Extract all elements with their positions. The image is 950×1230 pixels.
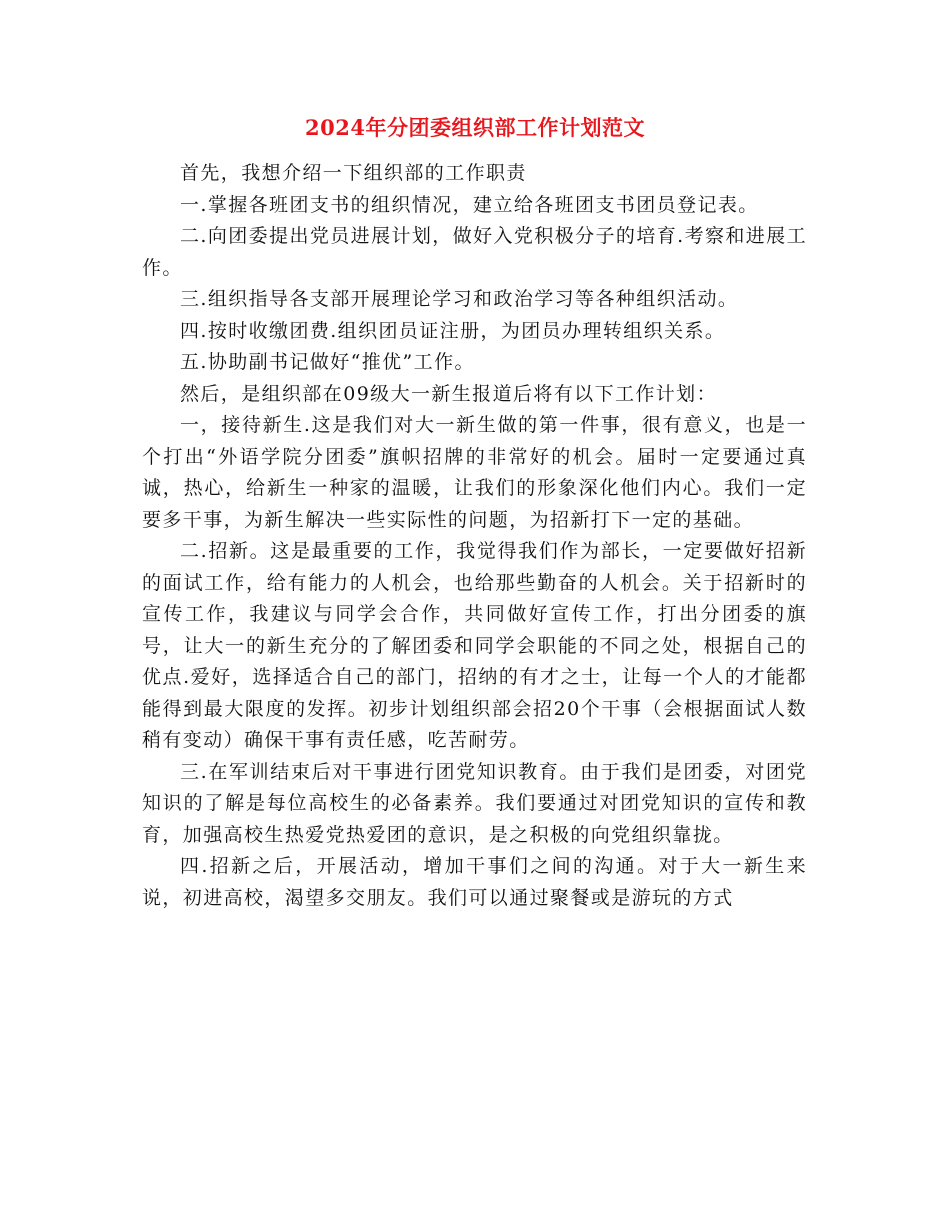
paragraph-plan-3: 三.在军训结束后对干事进行团党知识教育。由于我们是团委，对团党知识的了解是每位高校生的必备素养。我们要通过对团党知识的宣传和教育，加强高校生热爱党热爱团的意识，是之积极的向党组织靠拢。 <box>142 760 807 846</box>
paragraph-duty-4: 四.按时收缴团费.组织团员证注册，为团员办理转组织关系。 <box>180 319 726 342</box>
document-body <box>142 158 807 914</box>
paragraph-intro: 首先，我想介绍一下组织部的工作职责 <box>180 162 527 184</box>
paragraph-duty-3: 三.组织指导各支部开展理论学习和政治学习等各种组织活动。 <box>180 288 739 310</box>
paragraph-plan-4: 四.招新之后，开展活动，增加干事们之间的沟通。对于大一新生来说，初进高校，渴望多交朋友。我们可以通过聚餐或是游玩的方式 <box>142 855 807 909</box>
paragraph-duty-1: 一.掌握各班团支书的组织情况，建立给各班团支书团员登记表。 <box>180 193 759 216</box>
paragraph-duty-2: 二.向团委提出党员进展计划，做好入党积极分子的培育.考察和进展工作。 <box>142 225 807 279</box>
paragraph-plan-intro: 然后，是组织部在09级大一新生报道后将有以下工作计划： <box>180 382 717 405</box>
paragraph-plan-2: 二.招新。这是最重要的工作，我觉得我们作为部长，一定要做好招新的面试工作，给有能力的人机会，也给那些勤奋的人机会。关于招新时的宣传工作，我建议与同学会合作，共同做好宣传工作，打出分团委的旗号，让大一的新生充分的了解团委和同学会职能的不同之处，根据自己的优点.爱好，选择适合自己的部门，招纳的有才之士，让每一个人的才能都能得到最大限度的发挥。初步计划组织部会招20个干事（会根据面试人数稍有变动）确保干事有责任感，吃苦耐劳。 <box>142 540 807 751</box>
paragraph-plan-1: 一，接待新生.这是我们对大一新生做的第一件事，很有意义，也是一个打出“外语学院分团委”旗帜招牌的非常好的机会。届时一定要通过真诚，热心，给新生一种家的温暖，让我们的形象深化他们内心。我们一定要多干事，为新生解决一些实际性的问题，为招新打下一定的基础。 <box>142 414 807 531</box>
document-title: 2024年分团委组织部工作计划范文 <box>305 115 645 140</box>
paragraph-duty-5: 五.协助副书记做好“推优”工作。 <box>180 351 475 373</box>
